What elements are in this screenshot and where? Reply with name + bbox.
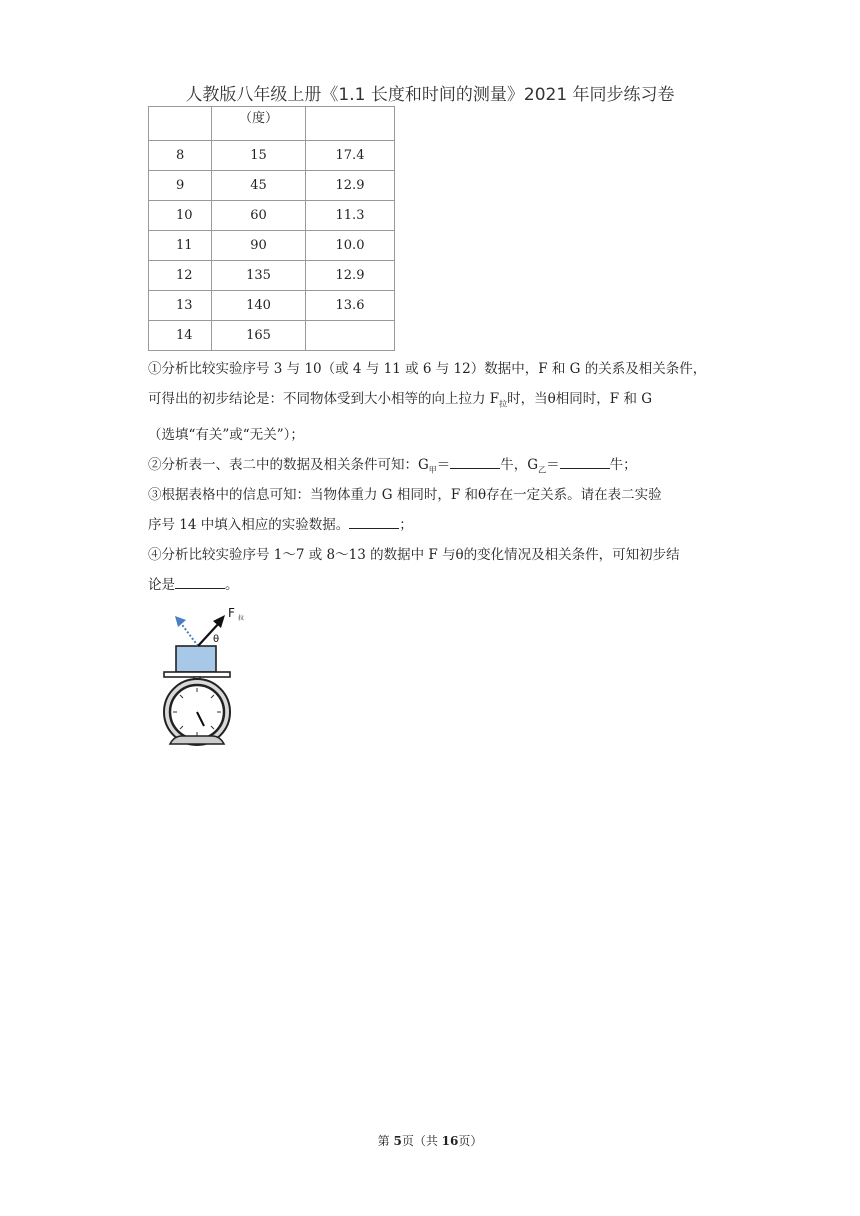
table-cell: 9: [149, 171, 212, 201]
data-table: [148, 106, 395, 351]
angle-label: θ: [213, 634, 220, 645]
table-row: [149, 291, 395, 321]
page-footer: 第 5页（共 16页）: [377, 1134, 483, 1148]
scale-figure: [158, 602, 258, 746]
table-row: [149, 171, 395, 201]
q1-line-1: ①分析比较实验序号 3 与 10（或 4 与 11 或 6 与 12）数据中，F 和 G 的关系及相关条件，: [148, 361, 707, 377]
block: [176, 646, 216, 672]
table-row: [149, 261, 395, 291]
q3-line-1: ③根据表格中的信息可知：当物体重力 G 相同时，F 和θ存在一定关系。请在表二实验: [148, 487, 662, 503]
q1-line-2: 可得出的初步结论是：不同物体受到大小相等的向上拉力 $F_拉$时，当θ相同时，F 和 G: [148, 391, 653, 409]
table-cell: 12: [149, 261, 212, 291]
q1-line-3: （选填“有关”或“无关”）；: [148, 426, 304, 443]
table-row: [149, 201, 395, 231]
table-cell: 165: [212, 321, 306, 351]
page-title: 人教版八年级上册《1.1 长度和时间的测量》2021 年同步练习卷: [185, 85, 675, 105]
scale-tray: [164, 672, 230, 677]
table-cell: 13.6: [306, 291, 395, 321]
table-cell: 45: [212, 171, 306, 201]
table-cell: 140: [212, 291, 306, 321]
table-cell: [149, 107, 212, 141]
dotted-arrowhead: [175, 616, 186, 627]
table-cell: [306, 107, 395, 141]
table-cell: 135: [212, 261, 306, 291]
q3-line-2: 序号 14 中填入相应的实验数据。 ；: [148, 510, 738, 540]
table-cell: 90: [212, 231, 306, 261]
question-4: [148, 540, 738, 600]
table-cell: 11.3: [306, 201, 395, 231]
table-cell: 10.0: [306, 231, 395, 261]
q4-line-1: ④分析比较实验序号 1～7 或 8～13 的数据中 F 与θ的变化情况及相关条件，可知初步结: [148, 547, 680, 563]
table-cell: 12.9: [306, 261, 395, 291]
table-cell: 12.9: [306, 171, 395, 201]
table-cell: 60: [212, 201, 306, 231]
question-1: [148, 354, 738, 450]
scale-base: [170, 736, 224, 744]
table-row: [149, 321, 395, 351]
table-cell: 13: [149, 291, 212, 321]
table-cell: 15: [212, 141, 306, 171]
force-label: F: [228, 606, 235, 620]
table-cell: 10: [149, 201, 212, 231]
table-row: [149, 141, 395, 171]
table-row: [149, 231, 395, 261]
table-header-row: [149, 107, 395, 141]
q4-line-2: 论是 。: [148, 570, 738, 600]
dotted-line: [180, 622, 198, 646]
table-cell: （度）: [212, 107, 306, 141]
table-cell: 11: [149, 231, 212, 261]
table-cell: 14: [149, 321, 212, 351]
question-2: ②分析表一、表二中的数据及相关条件可知：$G_甲=$ 牛，$G_乙=$ 牛；: [148, 450, 738, 486]
table-cell: [306, 321, 395, 351]
table-cell: 8: [149, 141, 212, 171]
answer-blank[interactable]: [560, 454, 610, 469]
answer-blank[interactable]: [450, 454, 500, 469]
answer-blank[interactable]: [175, 574, 225, 589]
force-sub-label: 拉: [238, 615, 245, 622]
table-cell: 17.4: [306, 141, 395, 171]
answer-blank[interactable]: [349, 514, 399, 529]
question-3: [148, 480, 738, 540]
